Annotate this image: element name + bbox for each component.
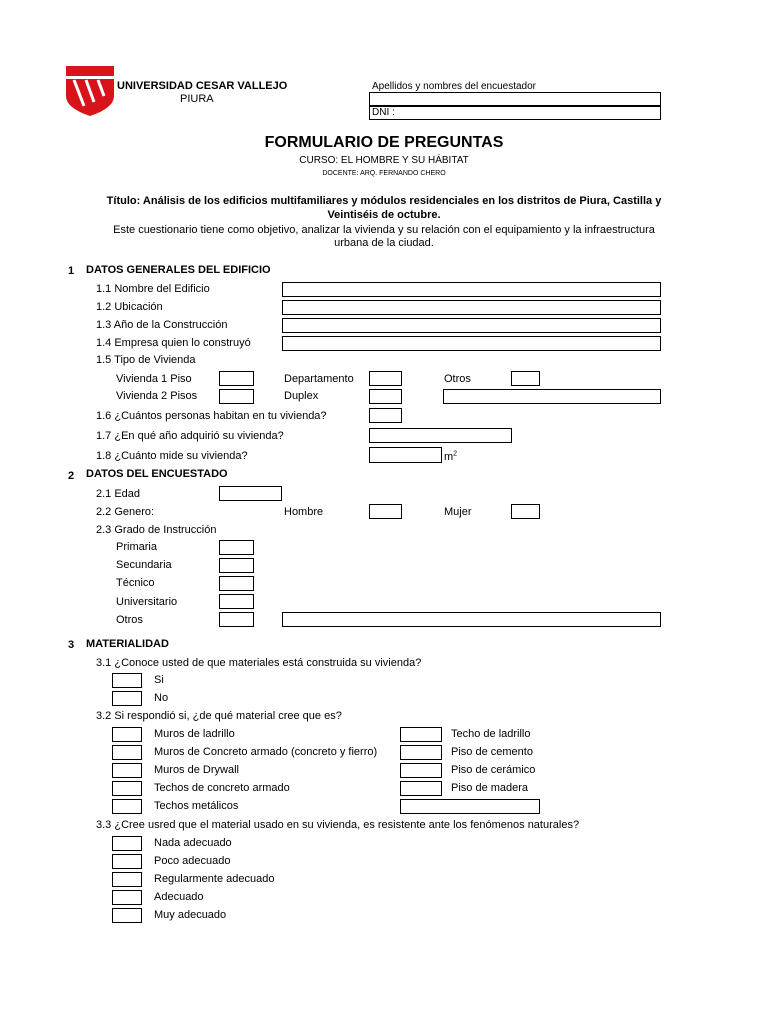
q1-1-label: 1.1 Nombre del Edificio bbox=[96, 283, 210, 295]
objective-line1: Este cuestionario tiene como objetivo, analizar la vivienda y su relación con el equipamiento y la infraestructura bbox=[113, 224, 655, 236]
vivienda-2-pisos-checkbox[interactable] bbox=[219, 389, 254, 404]
q1-2-label: 1.2 Ubicación bbox=[96, 301, 163, 313]
q3-2-label: 3.2 Si respondió si, ¿de qué material cree que es? bbox=[96, 710, 342, 722]
material-muros-ladrillo-checkbox[interactable] bbox=[112, 727, 142, 742]
dni-field[interactable] bbox=[369, 106, 661, 120]
resistencia-muy-checkbox[interactable] bbox=[112, 908, 142, 923]
material-techos-concreto-label: Techos de concreto armado bbox=[154, 782, 290, 794]
section2-title: DATOS DEL ENCUESTADO bbox=[86, 468, 228, 480]
vivienda-1-piso-checkbox[interactable] bbox=[219, 371, 254, 386]
section3-number: 3 bbox=[68, 639, 75, 651]
level-secundaria-label: Secundaria bbox=[116, 559, 172, 571]
q1-4-label: 1.4 Empresa quien lo construyó bbox=[96, 337, 251, 349]
form-title: FORMULARIO DE PREGUNTAS bbox=[264, 134, 504, 151]
resistencia-nada-label: Nada adecuado bbox=[154, 837, 232, 849]
resistencia-poco-label: Poco adecuado bbox=[154, 855, 231, 867]
conoce-si-checkbox[interactable] bbox=[112, 673, 142, 688]
building-name-field[interactable] bbox=[282, 282, 661, 297]
q1-6-label: 1.6 ¿Cuántos personas habitan en tu vivienda? bbox=[96, 410, 327, 422]
q1-5-label: 1.5 Tipo de Vivienda bbox=[96, 354, 196, 366]
mujer-checkbox[interactable] bbox=[511, 504, 540, 519]
material-piso-cemento-checkbox[interactable] bbox=[400, 745, 442, 760]
material-techos-metalicos-checkbox[interactable] bbox=[112, 799, 142, 814]
material-techo-ladrillo-checkbox[interactable] bbox=[400, 727, 442, 742]
q3-3-label: 3.3 ¿Cree usred que el material usado en su vivienda, es resistente ante los fenómenos naturales? bbox=[96, 819, 580, 831]
level-tecnico-label: Técnico bbox=[116, 577, 155, 589]
section1-title: DATOS GENERALES DEL EDIFICIO bbox=[86, 264, 271, 276]
area-field[interactable] bbox=[369, 447, 442, 463]
level-primaria-checkbox[interactable] bbox=[219, 540, 254, 555]
opt-vivienda-1-piso-label: Vivienda 1 Piso bbox=[116, 373, 192, 385]
material-muros-ladrillo-label: Muros de ladrillo bbox=[154, 728, 235, 740]
level-primaria-label: Primaria bbox=[116, 541, 157, 553]
material-techo-ladrillo-label: Techo de ladrillo bbox=[451, 728, 531, 740]
opt-vivienda-2-pisos-label: Vivienda 2 Pisos bbox=[116, 390, 198, 402]
material-otros-field[interactable] bbox=[400, 799, 540, 814]
material-piso-ceramico-label: Piso de cerámico bbox=[451, 764, 536, 776]
q1-7-label: 1.7 ¿En qué año adquirió su vivienda? bbox=[96, 430, 284, 442]
location-field[interactable] bbox=[282, 300, 661, 315]
resistencia-adecuado-label: Adecuado bbox=[154, 891, 204, 903]
occupants-field[interactable] bbox=[369, 408, 402, 423]
study-title-line1: Título: Análisis de los edificios multifamiliares y módulos residenciales en los distritos de Piura, Castilla y bbox=[106, 195, 662, 207]
section2-number: 2 bbox=[68, 470, 75, 482]
opt-mujer-label: Mujer bbox=[444, 506, 472, 518]
university-logo bbox=[66, 66, 114, 116]
q2-2-label: 2.2 Genero: bbox=[96, 506, 155, 518]
section3-title: MATERIALIDAD bbox=[86, 638, 169, 650]
q2-3-label: 2.3 Grado de Instrucción bbox=[96, 524, 217, 536]
level-otros-label: Otros bbox=[116, 614, 143, 626]
q2-1-label: 2.1 Edad bbox=[96, 488, 141, 500]
builder-company-field[interactable] bbox=[282, 336, 661, 351]
q1-8-label: 1.8 ¿Cuánto mide su vivienda? bbox=[96, 450, 248, 462]
dni-label: DNI : bbox=[372, 107, 395, 118]
material-muros-drywall-checkbox[interactable] bbox=[112, 763, 142, 778]
hombre-checkbox[interactable] bbox=[369, 504, 402, 519]
university-name: UNIVERSIDAD CESAR VALLEJO bbox=[117, 80, 288, 92]
level-universitario-label: Universitario bbox=[116, 596, 178, 608]
level-otros-checkbox[interactable] bbox=[219, 612, 254, 627]
otros-tipo-checkbox[interactable] bbox=[511, 371, 540, 386]
opt-duplex-label: Duplex bbox=[284, 390, 319, 402]
material-piso-ceramico-checkbox[interactable] bbox=[400, 763, 442, 778]
objective-line2: urbana de la ciudad. bbox=[334, 237, 434, 249]
acquisition-year-field[interactable] bbox=[369, 428, 512, 443]
construction-year-field[interactable] bbox=[282, 318, 661, 333]
course-label: CURSO: EL HOMBRE Y SU HÁBITAT bbox=[299, 155, 469, 166]
age-field[interactable] bbox=[219, 486, 282, 501]
otros-tipo-field[interactable] bbox=[443, 389, 661, 404]
study-title-line2: Veintiséis de octubre. bbox=[327, 209, 441, 221]
resistencia-adecuado-checkbox[interactable] bbox=[112, 890, 142, 905]
level-secundaria-checkbox[interactable] bbox=[219, 558, 254, 573]
resistencia-muy-label: Muy adecuado bbox=[154, 909, 227, 921]
pollster-name-field[interactable] bbox=[369, 92, 661, 106]
q3-1-label: 3.1 ¿Conoce usted de que materiales está construida su vivienda? bbox=[96, 657, 422, 669]
area-unit: $m^2$ bbox=[444, 450, 458, 463]
departamento-checkbox[interactable] bbox=[369, 371, 402, 386]
opt-departamento-label: Departamento bbox=[284, 373, 354, 385]
resistencia-regular-label: Regularmente adecuado bbox=[154, 873, 275, 885]
conoce-no-label: No bbox=[154, 692, 169, 704]
material-muros-concreto-label: Muros de Concreto armado (concreto y fierro) bbox=[154, 746, 378, 758]
resistencia-poco-checkbox[interactable] bbox=[112, 854, 142, 869]
teacher-label: DOCENTE: ARQ. FERNANDO CHERO bbox=[322, 170, 446, 177]
section1-number: 1 bbox=[68, 265, 75, 277]
duplex-checkbox[interactable] bbox=[369, 389, 402, 404]
resistencia-nada-checkbox[interactable] bbox=[112, 836, 142, 851]
conoce-si-label: Si bbox=[154, 674, 164, 686]
material-muros-concreto-checkbox[interactable] bbox=[112, 745, 142, 760]
material-piso-cemento-label: Piso de cemento bbox=[451, 746, 533, 758]
pollster-label: Apellidos y nombres del encuestador bbox=[372, 81, 536, 92]
material-piso-madera-label: Piso de madera bbox=[451, 782, 529, 794]
university-city: PIURA bbox=[180, 93, 214, 105]
material-muros-drywall-label: Muros de Drywall bbox=[154, 764, 239, 776]
material-piso-madera-checkbox[interactable] bbox=[400, 781, 442, 796]
material-techos-metalicos-label: Techos metálicos bbox=[154, 800, 239, 812]
opt-otros-label: Otros bbox=[444, 373, 471, 385]
opt-hombre-label: Hombre bbox=[284, 506, 324, 518]
conoce-no-checkbox[interactable] bbox=[112, 691, 142, 706]
level-universitario-checkbox[interactable] bbox=[219, 594, 254, 609]
level-otros-field[interactable] bbox=[282, 612, 661, 627]
material-techos-concreto-checkbox[interactable] bbox=[112, 781, 142, 796]
level-tecnico-checkbox[interactable] bbox=[219, 576, 254, 591]
resistencia-regular-checkbox[interactable] bbox=[112, 872, 142, 887]
q1-3-label: 1.3 Año de la Construcción bbox=[96, 319, 228, 331]
